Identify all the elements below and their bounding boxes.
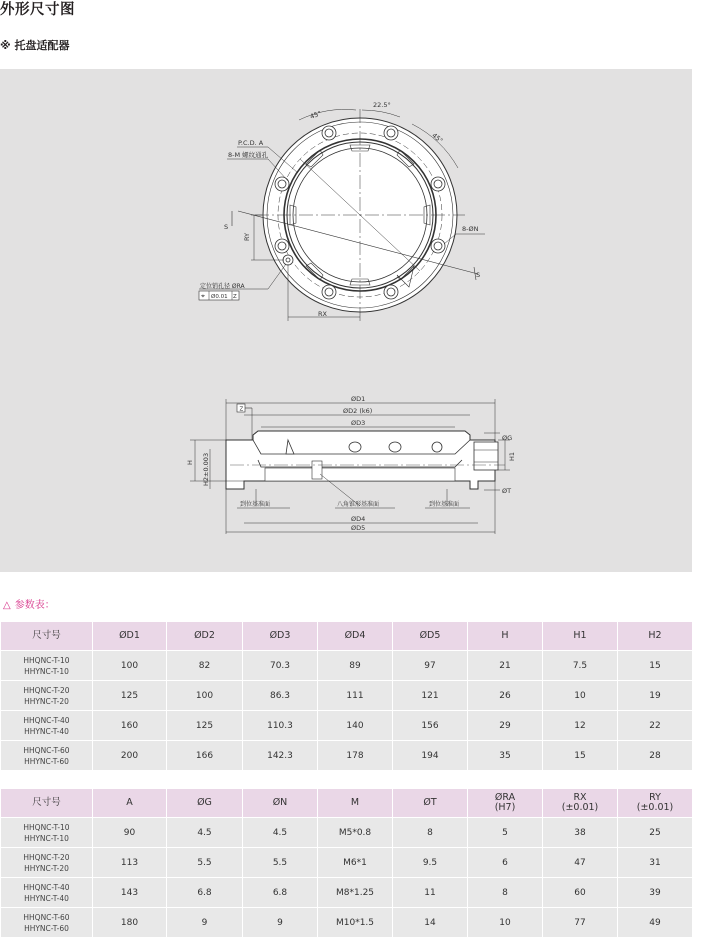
- header-line: A: [126, 796, 133, 808]
- table-cell: 97: [393, 651, 468, 681]
- model-cell: [1, 848, 93, 878]
- label-section-s-left: S: [224, 223, 229, 231]
- model-name: HHYNC-T-40: [24, 893, 69, 903]
- model-cell: [1, 878, 93, 908]
- table-header: 尺寸号: [1, 622, 93, 651]
- label-ref-center: 八角锥形基准面: [337, 501, 380, 508]
- table-header: [93, 789, 167, 818]
- table-cell: 178: [318, 741, 393, 771]
- table-cell: M10*1.5: [318, 908, 393, 938]
- table-header: H1: [543, 622, 618, 651]
- table-cell: 26: [468, 681, 543, 711]
- model-name: HHQNC-T-20: [23, 852, 70, 862]
- table-cell: 38: [543, 818, 618, 848]
- table-cell: 10: [468, 908, 543, 938]
- table-cell: 125: [167, 711, 243, 741]
- model-cell: [1, 711, 93, 741]
- header-subline: (H7): [494, 802, 516, 813]
- table-cell: 9: [167, 908, 243, 938]
- table-cell: 143: [93, 878, 167, 908]
- model-cell: [1, 681, 93, 711]
- model-cell: [1, 651, 93, 681]
- label-h: H: [186, 460, 194, 465]
- table-row: [1, 818, 693, 848]
- label-d4: ØD4: [351, 515, 366, 523]
- table-header: ØD3: [243, 622, 318, 651]
- table-header: ØD1: [93, 622, 167, 651]
- table-cell: 89: [318, 651, 393, 681]
- label-g: ØG: [502, 434, 513, 442]
- table-header-row: [1, 622, 693, 651]
- table-cell: 5.5: [243, 848, 318, 878]
- table-row: [1, 741, 693, 771]
- header-subline: (±0.01): [561, 802, 599, 813]
- model-name: HHYNC-T-20: [24, 696, 69, 706]
- table-cell: 14: [393, 908, 468, 938]
- table-cell: 86.3: [243, 681, 318, 711]
- table-cell: 5.5: [167, 848, 243, 878]
- table-cell: 100: [167, 681, 243, 711]
- model-name: HHQNC-T-60: [23, 912, 70, 922]
- table-row: [1, 681, 693, 711]
- table-row: [1, 878, 693, 908]
- table-cell: 15: [618, 651, 693, 681]
- drawing-svg: [0, 69, 692, 572]
- table-cell: 10: [543, 681, 618, 711]
- table-cell: 49: [618, 908, 693, 938]
- table-row: [1, 711, 693, 741]
- table-cell: 25: [618, 818, 693, 848]
- model-name: HHQNC-T-10: [23, 822, 70, 832]
- table-cell: 111: [318, 681, 393, 711]
- table-row: [1, 651, 693, 681]
- label-ref-left: 到位基准面: [240, 501, 271, 508]
- model-name: HHQNC-T-40: [23, 715, 70, 725]
- table-cell: M5*0.8: [318, 818, 393, 848]
- table-cell: 166: [167, 741, 243, 771]
- header-line: ØN: [272, 796, 288, 808]
- table-cell: 70.3: [243, 651, 318, 681]
- table-cell: 47: [543, 848, 618, 878]
- label-section-s-right: S: [476, 271, 481, 279]
- model-cell: [1, 741, 93, 771]
- table-cell: 39: [618, 878, 693, 908]
- model-name: HHQNC-T-10: [23, 655, 70, 665]
- table-cell: 194: [393, 741, 468, 771]
- table-header: [167, 789, 243, 818]
- table-cell: 77: [543, 908, 618, 938]
- table-header: [318, 789, 393, 818]
- label-d1: ØD1: [351, 395, 366, 403]
- header-line: M: [350, 796, 360, 808]
- table-cell: 9.5: [393, 848, 468, 878]
- table-header-row: [1, 789, 693, 818]
- table-cell: 6.8: [243, 878, 318, 908]
- table-header: H2: [618, 622, 693, 651]
- table-cell: 7.5: [543, 651, 618, 681]
- table-row: [1, 908, 693, 938]
- header-line: 尺寸号: [32, 796, 61, 808]
- table-cell: 28: [618, 741, 693, 771]
- model-name: HHQNC-T-40: [23, 882, 70, 892]
- table-cell: M6*1: [318, 848, 393, 878]
- header-subline: (±0.01): [636, 802, 674, 813]
- table-cell: 15: [543, 741, 618, 771]
- label-tolerance-value: Ø0.01: [211, 294, 228, 300]
- table-cell: 31: [618, 848, 693, 878]
- label-tolerance-datum: Z: [233, 294, 237, 300]
- params-label-text: 参数表：: [14, 600, 55, 611]
- spec-table-1: [0, 621, 693, 771]
- table-cell: 60: [543, 878, 618, 908]
- label-rx: RX: [318, 310, 327, 318]
- table-cell: 156: [393, 711, 468, 741]
- label-pcd: P.C.D. A: [238, 139, 264, 147]
- table-cell: M8*1.25: [318, 878, 393, 908]
- table-cell: 121: [393, 681, 468, 711]
- header-line: RY: [649, 791, 661, 803]
- table-header: [1, 789, 93, 818]
- table-header: [393, 789, 468, 818]
- table-cell: 29: [468, 711, 543, 741]
- table-header: ØD4: [318, 622, 393, 651]
- table-cell: 140: [318, 711, 393, 741]
- table-cell: 82: [167, 651, 243, 681]
- label-n-holes: 8-ØN: [462, 225, 479, 233]
- label-locating-hole: 定位销孔径 ØRA: [200, 283, 245, 290]
- table-cell: 8: [393, 818, 468, 848]
- table-cell: 180: [93, 908, 167, 938]
- params-label: [3, 596, 55, 611]
- model-cell: [1, 818, 93, 848]
- header-line: ØT: [423, 796, 437, 808]
- table-cell: 11: [393, 878, 468, 908]
- model-cell: [1, 908, 93, 938]
- table-cell: 100: [93, 651, 167, 681]
- header-line: ØG: [197, 796, 212, 808]
- page-title: 外形尺寸图: [0, 2, 75, 18]
- table-cell: 9: [243, 908, 318, 938]
- label-ry: RY: [243, 232, 251, 241]
- table-header: ØD5: [393, 622, 468, 651]
- model-name: HHYNC-T-60: [24, 756, 69, 766]
- table-header: H: [468, 622, 543, 651]
- table-cell: 5: [468, 818, 543, 848]
- model-name: HHQNC-T-60: [23, 745, 70, 755]
- label-d5: ØD5: [351, 524, 366, 532]
- label-d2: ØD2 (k6): [343, 407, 373, 415]
- label-d3: ØD3: [351, 419, 366, 427]
- label-h2: H2±0.003: [202, 452, 210, 486]
- table-cell: 90: [93, 818, 167, 848]
- table-header: [243, 789, 318, 818]
- table-cell: 4.5: [243, 818, 318, 848]
- table-cell: 200: [93, 741, 167, 771]
- table-cell: 21: [468, 651, 543, 681]
- model-name: HHYNC-T-40: [24, 726, 69, 736]
- model-name: HHYNC-T-10: [24, 666, 69, 676]
- table-cell: 142.3: [243, 741, 318, 771]
- table-header: [543, 789, 618, 818]
- section-title: ※ 托盘适配器: [0, 39, 70, 52]
- table-header: ØD2: [167, 622, 243, 651]
- header-line: RX: [573, 791, 587, 803]
- label-angle-45-a: 45°: [308, 109, 323, 121]
- label-m-holes: 8-M 螺纹通孔: [228, 151, 269, 159]
- model-name: HHYNC-T-10: [24, 833, 69, 843]
- table-cell: 110.3: [243, 711, 318, 741]
- label-datum-z: Z: [239, 406, 244, 413]
- table-cell: 6: [468, 848, 543, 878]
- triangle-icon: △: [3, 600, 11, 611]
- header-line: ØRA: [494, 791, 516, 803]
- table-row: [1, 848, 693, 878]
- table-cell: 4.5: [167, 818, 243, 848]
- model-name: HHYNC-T-60: [24, 923, 69, 933]
- label-t: ØT: [502, 487, 512, 495]
- model-name: HHYNC-T-20: [24, 863, 69, 873]
- table-cell: 160: [93, 711, 167, 741]
- table-cell: 6.8: [167, 878, 243, 908]
- table-cell: 113: [93, 848, 167, 878]
- label-angle-22-5: 22.5°: [373, 101, 391, 109]
- table-header: [468, 789, 543, 818]
- label-ref-right: 到位基准面: [429, 501, 460, 508]
- table-cell: 125: [93, 681, 167, 711]
- table-cell: 19: [618, 681, 693, 711]
- table-cell: 35: [468, 741, 543, 771]
- model-name: HHQNC-T-20: [23, 685, 70, 695]
- table-cell: 12: [543, 711, 618, 741]
- tolerance-position-icon: ⌖: [201, 292, 205, 300]
- table-header: [618, 789, 693, 818]
- table-cell: 22: [618, 711, 693, 741]
- technical-drawing: [0, 69, 692, 572]
- label-angle-45-b: 45°: [430, 131, 445, 145]
- label-h1: H1: [508, 451, 516, 461]
- table-cell: 8: [468, 878, 543, 908]
- spec-table-2: [0, 788, 693, 938]
